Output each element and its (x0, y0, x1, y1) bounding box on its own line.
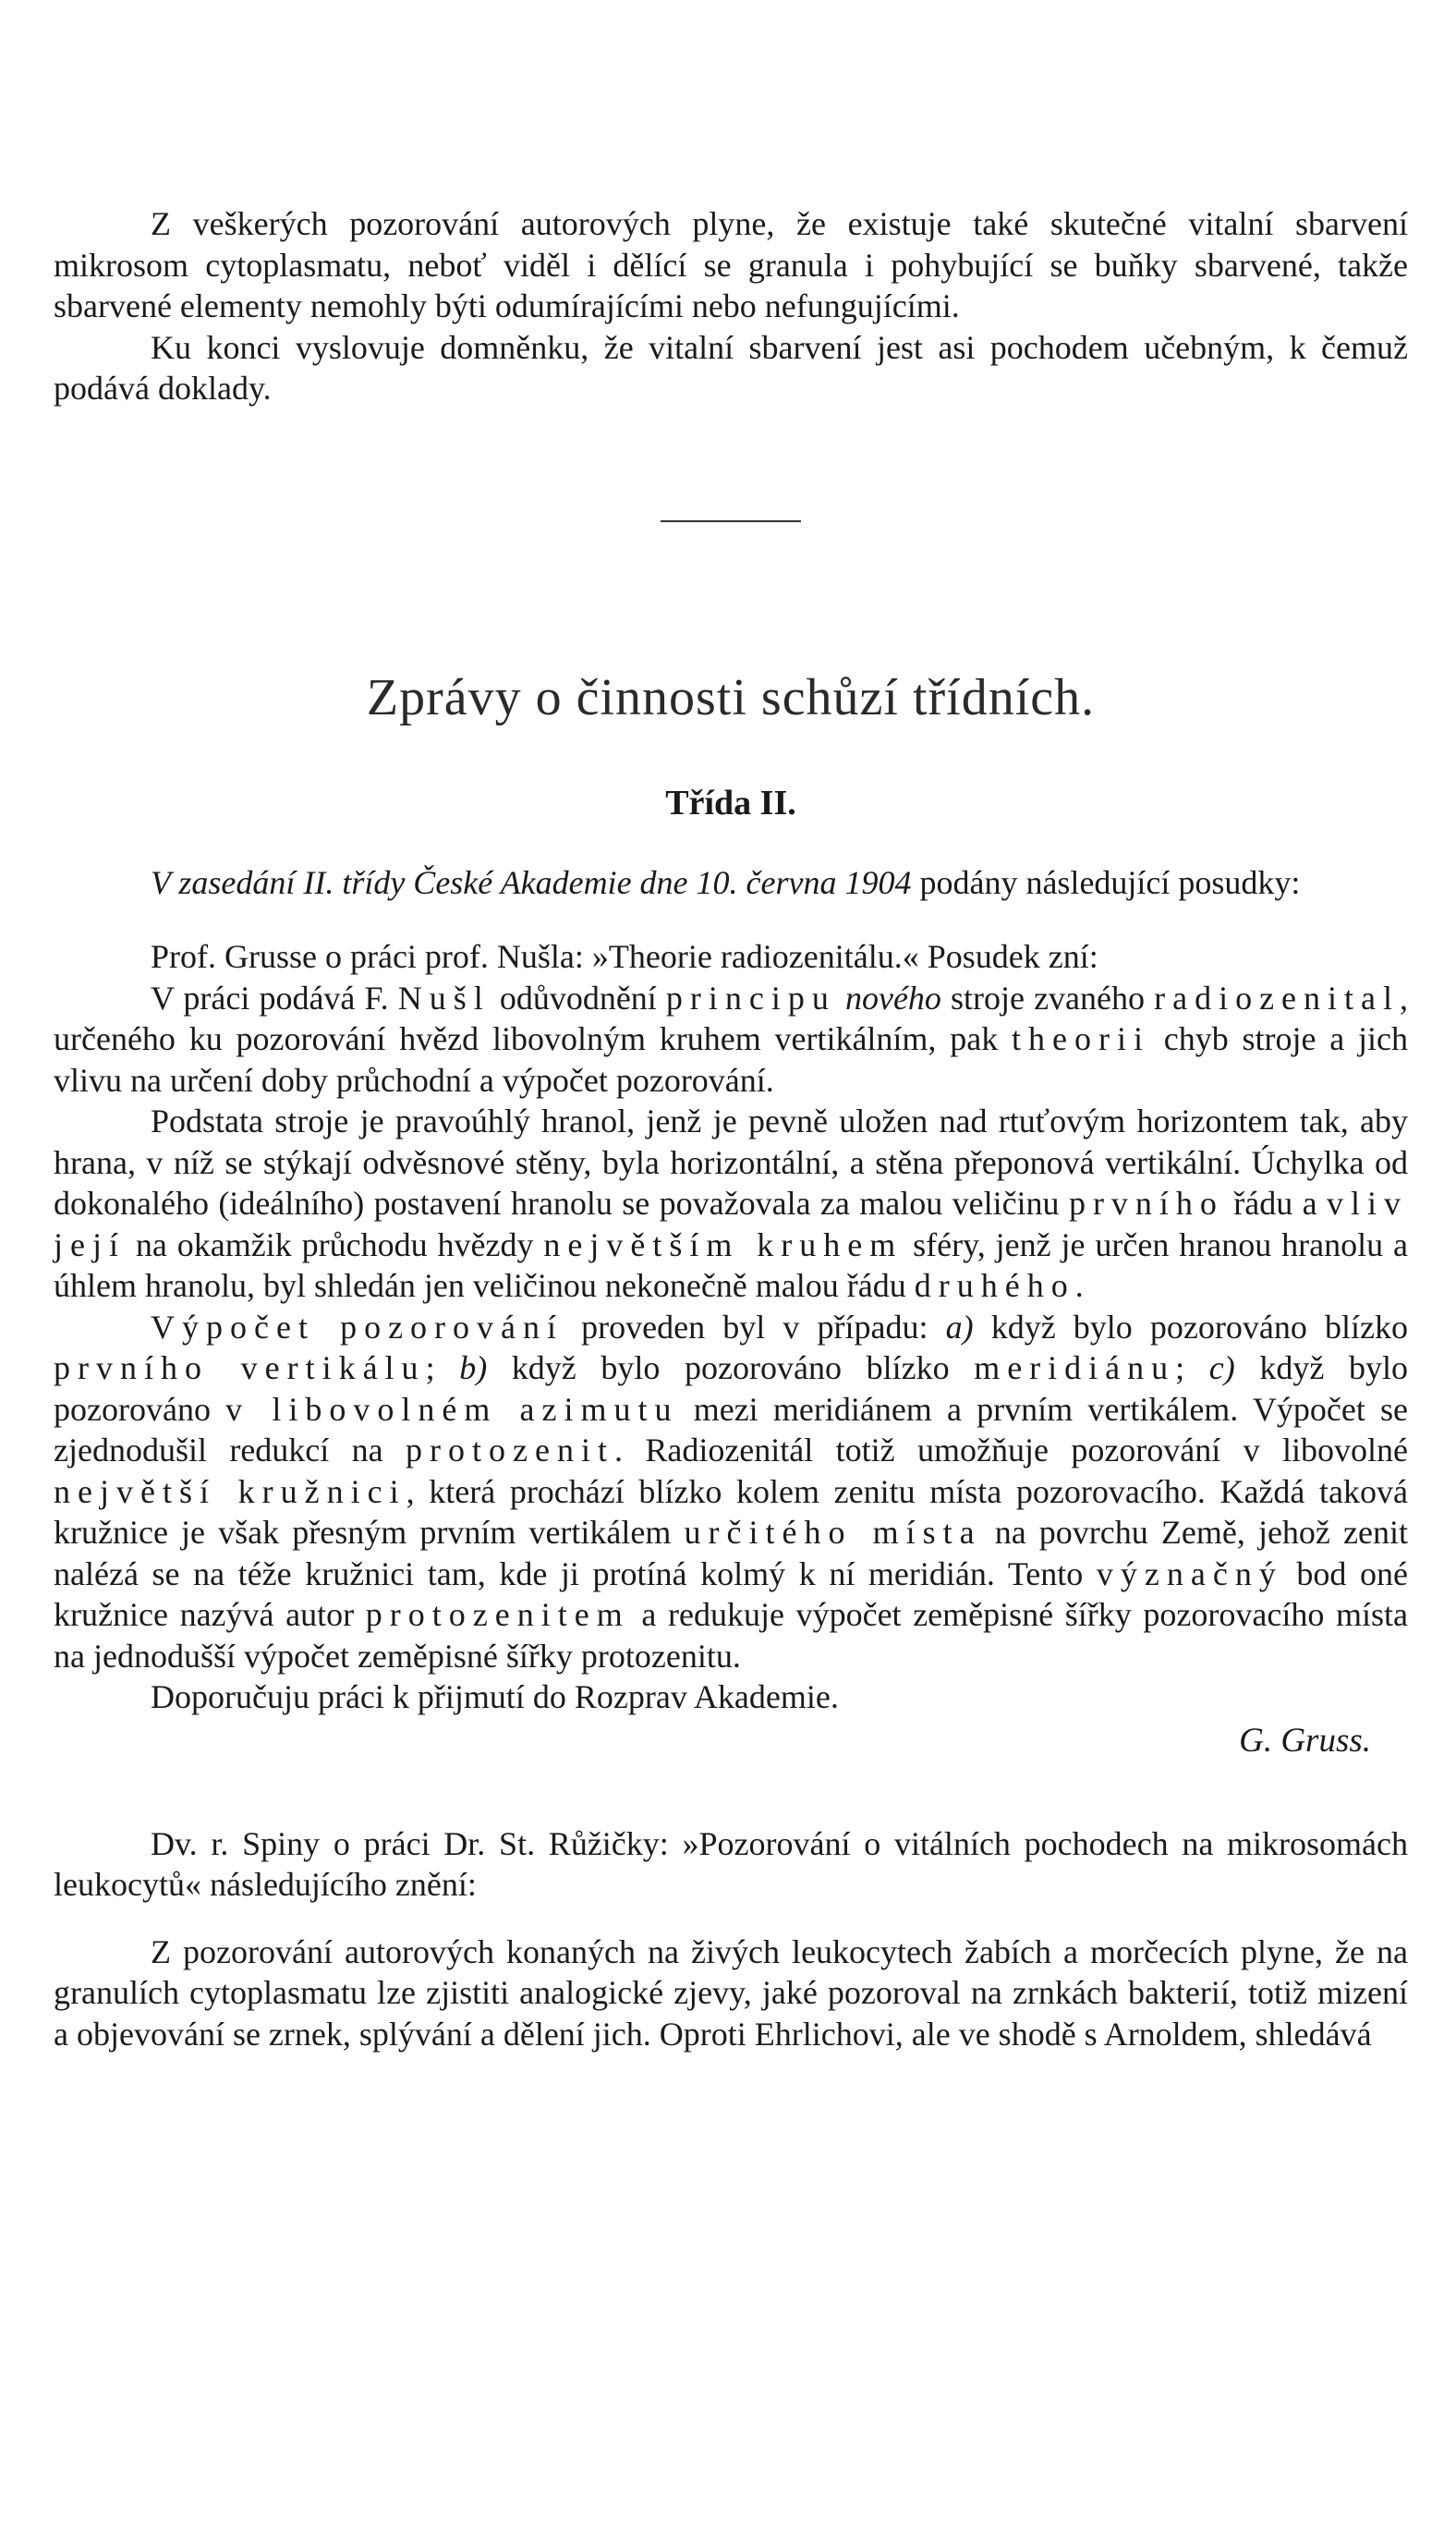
section-divider (661, 520, 801, 522)
intro-paragraph-2: Ku konci vyslovuje domněnku, že vitalní sbarvení jest asi pochodem učebným, k čemuž podává doklady. (54, 328, 1408, 407)
intro-block (54, 203, 1408, 409)
session-text: podány následující posudky: (911, 863, 1301, 901)
review-2-intro: Dv. r. Spiny o práci Dr. St. Růžičky: »Pozorování o vitálních pochodech na mikrosomách leukocytů« následujícího znění: (54, 1824, 1408, 1903)
section-title: Zprávy o činnosti schůzí třídních. (366, 668, 1096, 726)
session-date: V zasedání II. třídy České Akademie dne 10. června 1904 (151, 863, 912, 901)
signature: G. Gruss. (1239, 1721, 1371, 1760)
review-1-paragraph-2: Podstata stroje je pravoúhlý hranol, jenž je pevně uložen nad rtuťovým horizontem tak, aby hrana, v níž se stýkají odvěsnové stěny, byla horizontální, a stěna přeponová vertikální. Úchylka od dokonalého (ideálního) postavení hranolu se považovala za malou veličinu prvního řádu a vliv její na okamžik průchodu hvězdy největším kruhem sféry, jenž je určen hranou hranolu a úhlem hranolu, byl shledán jen veličinou nekonečně malou řádu druhého. (54, 1103, 1408, 1304)
review-1 (54, 936, 1408, 1718)
review-1-intro: Prof. Grusse o práci prof. Nušla: »Theorie radiozenitálu.« Posudek zní: (151, 938, 1098, 975)
review-2 (54, 1823, 1408, 2055)
review-1-paragraph-4: Doporučuju práci k přijmutí do Rozprav Akademie. (151, 1678, 839, 1715)
review-1-paragraph-1: V práci podává F. Nušl odůvodnění principu nového stroje zvaného radiozenital, určeného ku pozorování hvězd libovolným kruhem vertikálním, pak theorii chyb stroje a jich vlivu na určení doby průchodní a výpočet pozorování. (54, 979, 1409, 1099)
session-line (54, 862, 1408, 904)
review-2-paragraph-1: Z pozorování autorových konaných na živých leukocytech žabích a morčecích plyne, že na granulích cytoplasmatu lze zjistiti analogické zjevy, jaké pozoroval na zrnkách bakterií, totiž mizení a objevování se zrnek, splývání a dělení jich. Oproti Ehrlichovi, ale ve shodě s Arnoldem, shledává (54, 1932, 1408, 2053)
class-title: Třída II. (665, 783, 796, 823)
review-1-paragraph-3: Výpočet pozorování proveden byl v případu: a) když bylo pozorováno blízko prvního vertikálu; b) když bylo pozorováno blízko meridiánu; c) když bylo pozorováno v libovolném azimutu mezi meridiánem a prvním vertikálem. Výpočet se zjednodušil redukcí na protozenit. Radiozenitál totiž umožňuje pozorování v libovolné největší kružnici, která prochází blízko kolem zenitu místa pozorovacího. Každá taková kružnice je však přesným prvním vertikálem určitého místa na povrchu Země, jehož zenit nalézá se na téže kružnici tam, kde ji protíná kolmý k ní meridián. Tento význačný bod oné kružnice nazývá autor protozenitem a redukuje výpočet zeměpisné šířky pozorovacího místa na jednodušší výpočet zeměpisné šířky protozenitu. (54, 1308, 1409, 1675)
intro-paragraph-1: Z veškerých pozorování autorových plyne, že existuje také skutečné vitalní sbarvení mikrosom cytoplasmatu, neboť viděl i dělící se granula i pohybující se buňky sbarvené, takže sbarvené elementy nemohly býti odumírajícími nebo nefungujícími. (54, 205, 1408, 324)
